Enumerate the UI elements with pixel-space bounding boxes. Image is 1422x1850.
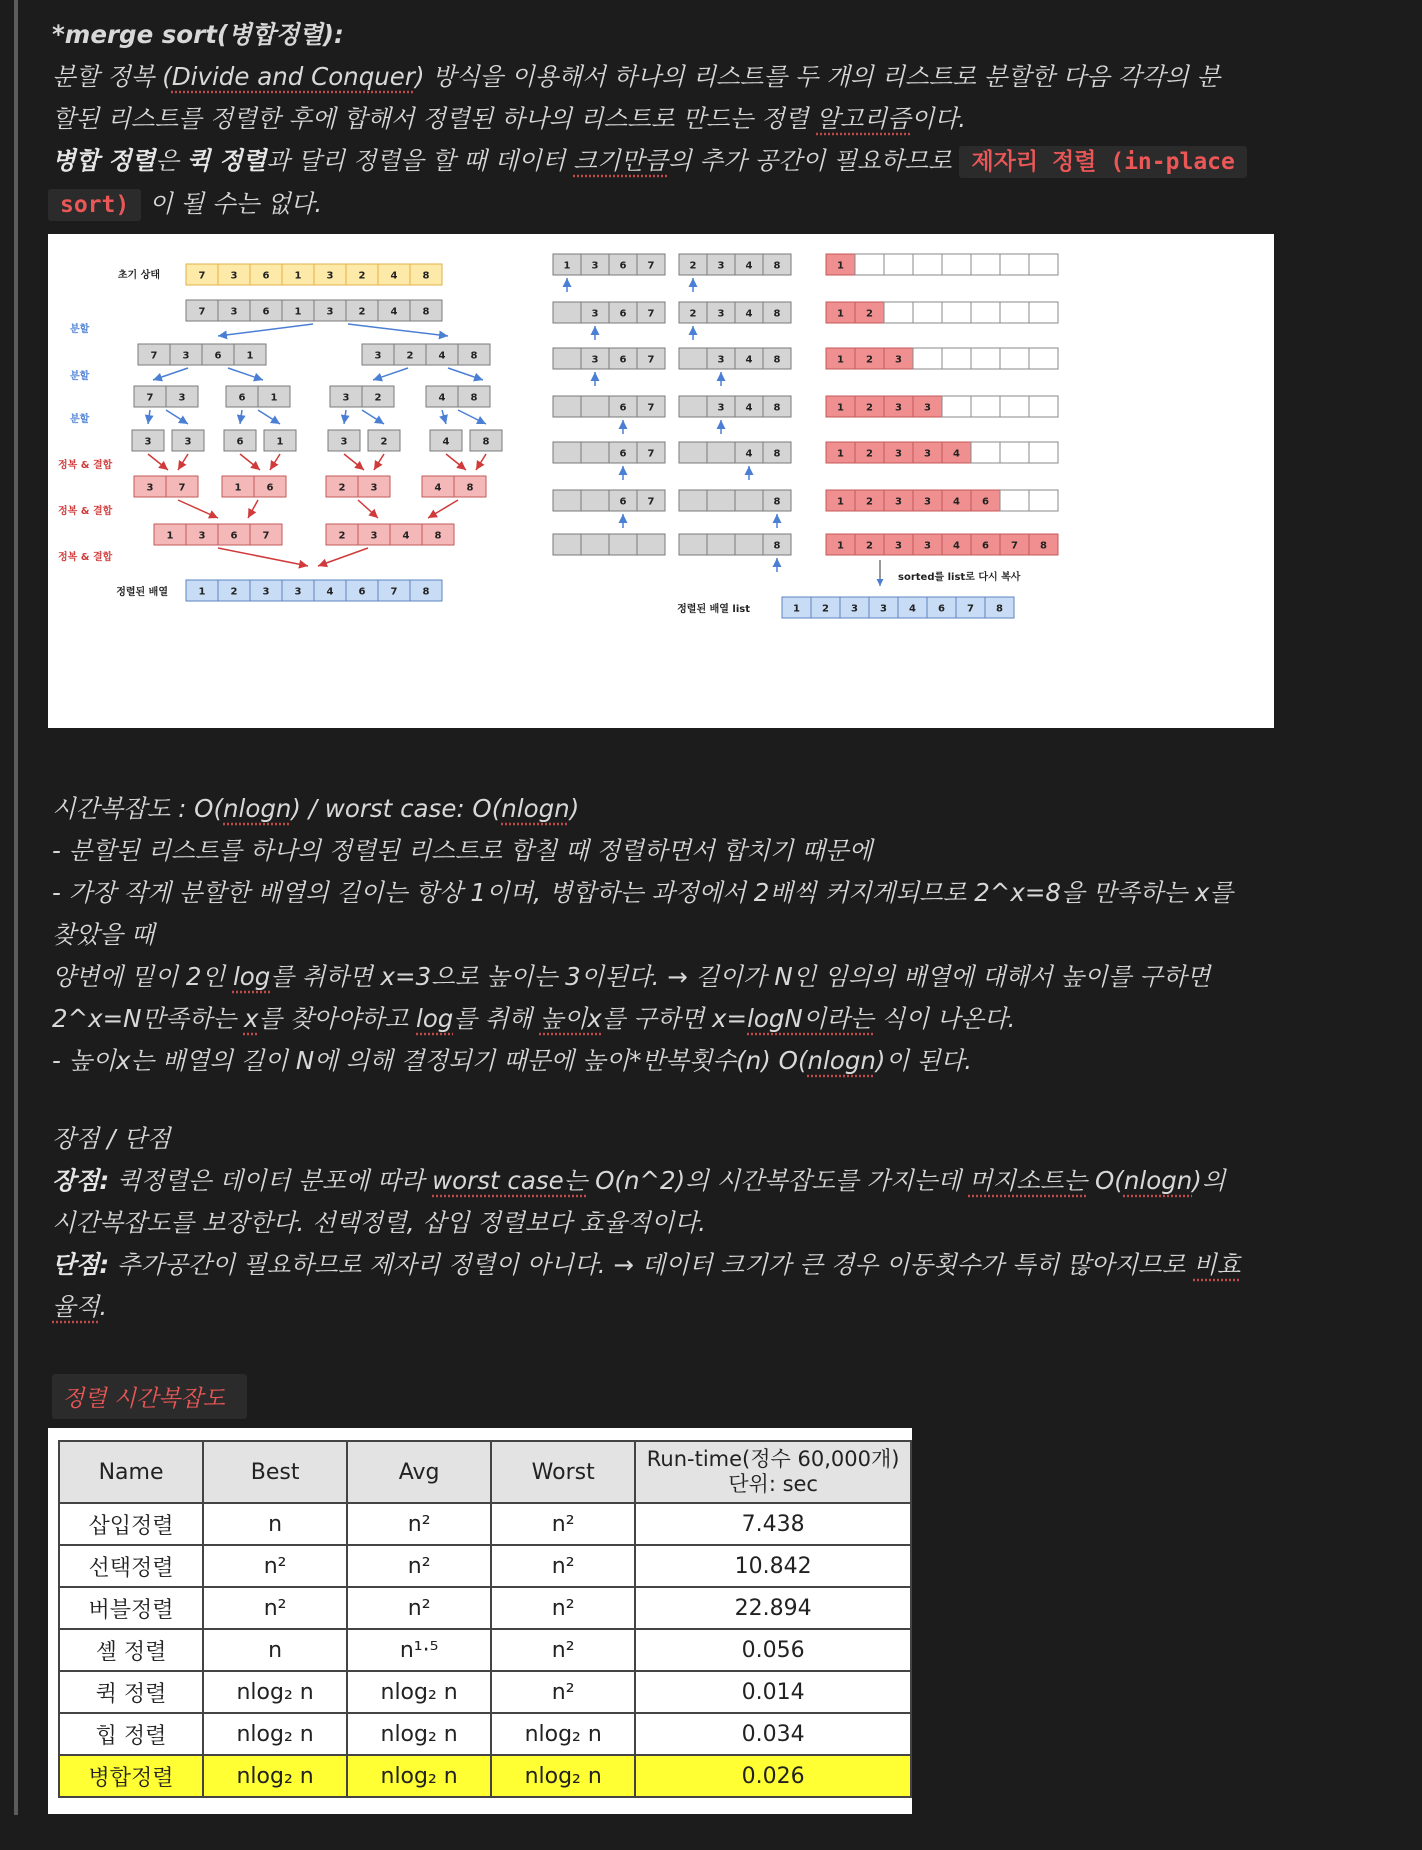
diagram-arrow <box>442 410 446 424</box>
cell-value: 3 <box>895 402 902 414</box>
complexity-line-1: 시간복잡도 : O(nlogn) / worst case: O(nlogn) <box>52 794 580 823</box>
diagram-arrow <box>458 410 486 424</box>
cell-value: 8 <box>422 586 430 598</box>
note-content <box>52 14 1292 226</box>
cell-box <box>1029 302 1058 323</box>
table-cell: n <box>203 1503 347 1545</box>
merge-sort-heading: *merge sort(병합정렬): <box>52 20 344 49</box>
pros-line-1: 장점: 퀵정렬은 데이터 분포에 따라 worst case는 O(n^2)의 시간복잡도를 가지는데 머지소트는 O(nlogn)의 <box>52 1166 1226 1195</box>
cell-box <box>1000 442 1029 463</box>
cell-box <box>581 396 609 417</box>
cell-box <box>913 254 942 275</box>
cell-box <box>971 254 1000 275</box>
cell-value: 7 <box>1011 540 1018 552</box>
cell-value: 8 <box>773 540 781 552</box>
cell-value: 6 <box>619 260 627 272</box>
cell-value: 3 <box>717 354 725 366</box>
cell-value: 1 <box>166 530 174 542</box>
table-header-row <box>59 1441 911 1503</box>
cell-value: 1 <box>276 436 284 448</box>
cell-value: 8 <box>482 436 490 448</box>
cell-box <box>971 302 1000 323</box>
cell-value: 7 <box>647 448 655 460</box>
cell-value: 4 <box>745 448 753 460</box>
table-cell: n² <box>347 1587 491 1629</box>
cell-box <box>942 396 971 417</box>
cell-box <box>679 348 707 369</box>
header-best: Best <box>203 1441 347 1503</box>
cell-value: 3 <box>182 350 190 362</box>
cell-value: 2 <box>866 354 873 366</box>
cell-value: 1 <box>837 260 844 272</box>
table-cell: n <box>203 1629 347 1671</box>
cell-value: 1 <box>294 270 302 282</box>
diagram-label: 정복 & 결합 <box>58 506 113 517</box>
cell-box <box>913 302 942 323</box>
table-row <box>59 1629 911 1671</box>
table-cell: 선택정렬 <box>59 1545 203 1587</box>
cell-value: 3 <box>591 354 599 366</box>
intro-line-4: sort) 이 될 수는 없다. <box>48 183 1292 226</box>
cell-value: 1 <box>563 260 571 272</box>
cell-value: 3 <box>924 448 931 460</box>
cell-value: 3 <box>262 586 270 598</box>
cell-value: 6 <box>262 306 270 318</box>
cell-value: 2 <box>866 308 873 320</box>
diagram-arrow <box>248 500 258 518</box>
table-cell: n² <box>491 1671 635 1713</box>
cell-value: 2 <box>822 603 829 615</box>
cell-value: 1 <box>837 354 844 366</box>
diagram-arrow <box>448 368 483 380</box>
table-cell: 7.438 <box>635 1503 911 1545</box>
table-cell: nlog₂ n <box>347 1713 491 1755</box>
cell-box <box>942 348 971 369</box>
diagram-arrow <box>178 454 188 470</box>
cell-value: 4 <box>434 482 442 494</box>
cell-value: 7 <box>262 530 270 542</box>
diagram-arrow <box>258 410 280 424</box>
cell-box <box>553 396 581 417</box>
cell-value: 4 <box>442 436 450 448</box>
table-cell: n² <box>491 1545 635 1587</box>
cell-value: 4 <box>438 392 446 404</box>
cell-value: 3 <box>370 530 378 542</box>
cell-value: 2 <box>866 496 873 508</box>
cell-box <box>735 534 763 555</box>
cell-value: 3 <box>374 350 382 362</box>
cell-value: 2 <box>689 308 697 320</box>
cell-value: 1 <box>198 586 206 598</box>
cell-box <box>553 302 581 323</box>
cell-value: 2 <box>230 586 238 598</box>
cell-box <box>679 442 707 463</box>
cell-value: 7 <box>647 354 655 366</box>
cell-value: 7 <box>647 402 655 414</box>
diagram-label: 분할 <box>70 414 90 425</box>
diagram-arrow <box>178 500 218 518</box>
cell-value: 3 <box>184 436 192 448</box>
cell-value: 2 <box>358 306 366 318</box>
cell-value: 3 <box>924 540 931 552</box>
header-worst: Worst <box>491 1441 635 1503</box>
table-cell: n² <box>203 1587 347 1629</box>
cell-box <box>553 442 581 463</box>
cell-box <box>679 396 707 417</box>
cell-box <box>735 490 763 511</box>
cell-box <box>553 490 581 511</box>
diagram-arrow <box>166 410 188 424</box>
table-cell: 0.014 <box>635 1671 911 1713</box>
table-cell: nlog₂ n <box>347 1755 491 1797</box>
diagram-arrow <box>476 454 486 470</box>
cell-value: 2 <box>374 392 382 404</box>
cell-box <box>942 254 971 275</box>
cell-value: 6 <box>619 496 627 508</box>
cell-value: 3 <box>880 603 887 615</box>
table-cell: 셸 정렬 <box>59 1629 203 1671</box>
table-cell: n¹·⁵ <box>347 1629 491 1671</box>
cell-box <box>707 442 735 463</box>
cell-value: 3 <box>591 308 599 320</box>
cell-value: 2 <box>358 270 366 282</box>
cell-box <box>1029 490 1058 511</box>
cell-value: 1 <box>837 496 844 508</box>
cell-value: 3 <box>326 306 334 318</box>
cell-value: 4 <box>745 260 753 272</box>
cell-value: 2 <box>338 530 346 542</box>
cell-value: 3 <box>342 392 350 404</box>
cell-value: 6 <box>266 482 274 494</box>
cell-value: 8 <box>773 354 781 366</box>
table-cell: n² <box>347 1545 491 1587</box>
cell-value: 4 <box>953 496 960 508</box>
cell-value: 8 <box>470 392 478 404</box>
cell-value: 1 <box>837 540 844 552</box>
table-cell: 0.034 <box>635 1713 911 1755</box>
cell-box <box>1029 396 1058 417</box>
diagram-arrow <box>153 368 188 380</box>
table-cell: 병합정렬 <box>59 1755 203 1797</box>
sort-complexity-tag-wrap <box>52 1374 247 1419</box>
table-cell: 버블정렬 <box>59 1587 203 1629</box>
diagram-label: 정렬된 배열 list <box>677 604 750 615</box>
cell-value: 3 <box>851 603 858 615</box>
pros-cons-title: 장점 / 단점 <box>52 1124 171 1153</box>
cell-value: 7 <box>198 270 206 282</box>
cell-value: 7 <box>146 392 154 404</box>
cell-value: 2 <box>689 260 697 272</box>
table-cell: 10.842 <box>635 1545 911 1587</box>
diagram-arrow <box>148 410 150 424</box>
cell-box <box>553 348 581 369</box>
table-cell: nlog₂ n <box>203 1671 347 1713</box>
cell-value: 7 <box>178 482 186 494</box>
table-cell: nlog₂ n <box>491 1755 635 1797</box>
cell-value: 1 <box>793 603 800 615</box>
cell-value: 6 <box>938 603 945 615</box>
cell-value: 7 <box>647 496 655 508</box>
table-cell: nlog₂ n <box>203 1755 347 1797</box>
cell-value: 4 <box>745 402 753 414</box>
cell-box <box>1000 254 1029 275</box>
cell-value: 8 <box>1040 540 1047 552</box>
diagram-arrow <box>218 324 313 336</box>
cell-box <box>884 254 913 275</box>
diagram-arrow <box>148 454 168 470</box>
cell-value: 8 <box>773 260 781 272</box>
cell-value: 4 <box>909 603 916 615</box>
complexity-line-3: - 가장 작게 분할한 배열의 길이는 항상 1이며, 병합하는 과정에서 2배씩 커지게되므로 2^x=8을 만족하는 x를 <box>52 878 1234 907</box>
cell-value: 3 <box>895 540 902 552</box>
cell-box <box>1029 442 1058 463</box>
cell-box <box>1000 396 1029 417</box>
table-cell: nlog₂ n <box>347 1671 491 1713</box>
cell-value: 1 <box>270 392 278 404</box>
cell-box <box>1029 254 1058 275</box>
cell-box <box>1000 302 1029 323</box>
table-cell: n² <box>491 1587 635 1629</box>
cell-value: 2 <box>866 540 873 552</box>
cell-box <box>855 254 884 275</box>
cell-box <box>971 442 1000 463</box>
cell-value: 2 <box>866 448 873 460</box>
cell-value: 4 <box>953 540 960 552</box>
cell-value: 8 <box>773 402 781 414</box>
intro-line-1: 분할 정복 (Divide and Conquer) 방식을 이용해서 하나의 리스트를 두 개의 리스트로 분할한 다음 각각의 분 <box>52 62 1221 91</box>
cell-value: 3 <box>370 482 378 494</box>
cell-value: 1 <box>294 306 302 318</box>
table-cell: n² <box>347 1503 491 1545</box>
complexity-line-4: 찾았을 때 <box>52 920 155 949</box>
cell-box <box>679 490 707 511</box>
diagram-label: 분할 <box>70 371 90 382</box>
cell-value: 7 <box>967 603 974 615</box>
cell-value: 6 <box>358 586 366 598</box>
table-row <box>59 1713 911 1755</box>
inline-code-sort: sort) <box>48 189 141 221</box>
table-cell: n² <box>203 1545 347 1587</box>
cell-value: 1 <box>246 350 254 362</box>
diagram-arrow <box>428 500 458 518</box>
complexity-table <box>58 1440 912 1798</box>
cell-value: 7 <box>150 350 158 362</box>
complexity-line-5: 양변에 밑이 2인 log를 취하면 x=3으로 높이는 3이된다. → 길이가 N인 임의의 배열에 대해서 높이를 구하면 <box>52 962 1211 991</box>
cell-value: 3 <box>717 308 725 320</box>
cell-value: 8 <box>466 482 474 494</box>
cell-value: 6 <box>982 540 989 552</box>
cell-box <box>581 534 609 555</box>
cell-box <box>581 442 609 463</box>
cell-value: 3 <box>178 392 186 404</box>
cell-box <box>553 534 581 555</box>
cell-value: 4 <box>390 306 398 318</box>
table-row <box>59 1545 911 1587</box>
cell-value: 3 <box>146 482 154 494</box>
cell-value: 6 <box>238 392 246 404</box>
cell-value: 7 <box>198 306 206 318</box>
diagram-label: 정렬된 배열 <box>116 587 168 598</box>
merge-sort-diagram <box>48 234 1274 728</box>
cell-value: 3 <box>230 270 238 282</box>
cell-box <box>971 396 1000 417</box>
cell-box <box>707 490 735 511</box>
cell-value: 3 <box>294 586 302 598</box>
header-avg: Avg <box>347 1441 491 1503</box>
cell-value: 3 <box>924 496 931 508</box>
cell-value: 8 <box>422 270 430 282</box>
cell-value: 8 <box>422 306 430 318</box>
cell-value: 7 <box>647 260 655 272</box>
cell-value: 7 <box>647 308 655 320</box>
diagram-arrow <box>270 454 280 470</box>
cell-value: 3 <box>717 260 725 272</box>
table-row <box>59 1587 911 1629</box>
cell-value: 2 <box>406 350 414 362</box>
table-cell: 퀵 정렬 <box>59 1671 203 1713</box>
cell-value: 6 <box>236 436 244 448</box>
cell-box <box>884 302 913 323</box>
table-cell: n² <box>491 1629 635 1671</box>
cell-value: 2 <box>338 482 346 494</box>
cell-value: 4 <box>438 350 446 362</box>
pros-cons-section <box>52 1118 1292 1328</box>
cell-value: 1 <box>837 448 844 460</box>
cell-value: 8 <box>434 530 442 542</box>
cell-box <box>1000 490 1029 511</box>
cell-box <box>942 302 971 323</box>
table-cell: n² <box>491 1503 635 1545</box>
cell-value: 3 <box>924 402 931 414</box>
cell-value: 6 <box>619 308 627 320</box>
cell-box <box>609 534 637 555</box>
cell-value: 8 <box>773 496 781 508</box>
header-runtime: Run-time(정수 60,000개) 단위: sec <box>635 1441 911 1503</box>
diagram-label: 분할 <box>70 324 90 335</box>
cons-line-1: 단점: 추가공간이 필요하므로 제자리 정렬이 아니다. → 데이터 크기가 큰 경우 이동횟수가 특히 많아지므로 비효 <box>52 1250 1241 1279</box>
cell-box <box>971 348 1000 369</box>
cell-box <box>707 534 735 555</box>
cell-value: 2 <box>380 436 388 448</box>
cell-value: 4 <box>745 308 753 320</box>
intro-line-2: 할된 리스트를 정렬한 후에 합해서 정렬된 하나의 리스트로 만드는 정렬 알고리즘이다. <box>52 104 967 133</box>
quote-bar <box>14 0 18 1815</box>
intro-line-3: 병합 정렬은 퀵 정렬과 달리 정렬을 할 때 데이터 크기만큼의 추가 공간이 필요하므로 제자리 정렬 (in-place <box>52 140 1292 183</box>
cell-value: 4 <box>745 354 753 366</box>
cell-value: 4 <box>953 448 960 460</box>
complexity-line-2: - 분할된 리스트를 하나의 정렬된 리스트로 합칠 때 정렬하면서 합치기 때문에 <box>52 836 873 865</box>
cell-box <box>679 534 707 555</box>
cell-value: 3 <box>198 530 206 542</box>
cell-value: 4 <box>390 270 398 282</box>
cell-box <box>913 348 942 369</box>
table-cell: nlog₂ n <box>203 1713 347 1755</box>
cell-value: 6 <box>214 350 222 362</box>
sort-complexity-tag: 정렬 시간복잡도 <box>52 1374 247 1419</box>
diagram-arrow <box>374 454 384 470</box>
cons-line-2: 율적. <box>52 1292 108 1321</box>
cell-value: 6 <box>619 402 627 414</box>
table-cell: 힙 정렬 <box>59 1713 203 1755</box>
cell-value: 6 <box>982 496 989 508</box>
table-cell: 0.056 <box>635 1629 911 1671</box>
diagram-arrow <box>318 548 368 566</box>
cell-value: 3 <box>340 436 348 448</box>
table-cell: nlog₂ n <box>491 1713 635 1755</box>
diagram-label: 초기 상태 <box>117 270 160 281</box>
diagram-label: 정복 & 결합 <box>58 552 113 563</box>
cell-value: 3 <box>895 448 902 460</box>
inline-code-in-place: 제자리 정렬 (in-place <box>959 146 1246 178</box>
cell-box <box>637 534 665 555</box>
diagram-arrow <box>240 410 242 424</box>
diagram-arrow <box>348 324 448 336</box>
complexity-table-image <box>48 1428 912 1814</box>
diagram-arrow <box>228 368 263 380</box>
cell-value: 3 <box>717 402 725 414</box>
complexity-section <box>52 788 1292 1082</box>
cell-value: 8 <box>773 308 781 320</box>
diagram-arrow <box>362 410 384 424</box>
cell-value: 1 <box>837 402 844 414</box>
diagram-arrow <box>344 410 346 424</box>
diagram-label: sorted를 list로 다시 복사 <box>898 572 1021 583</box>
diagram-arrow <box>373 368 408 380</box>
cell-box <box>1000 348 1029 369</box>
cell-value: 8 <box>773 448 781 460</box>
complexity-line-7: - 높이x는 배열의 길이 N에 의해 결정되기 때문에 높이*반복횟수(n) O(nlogn)이 된다. <box>52 1046 973 1075</box>
diagram-arrow <box>344 454 364 470</box>
cell-value: 3 <box>326 270 334 282</box>
table-row <box>59 1755 911 1797</box>
cell-value: 4 <box>326 586 334 598</box>
cell-value: 8 <box>470 350 478 362</box>
cell-value: 8 <box>996 603 1003 615</box>
cell-value: 6 <box>262 270 270 282</box>
cell-value: 3 <box>591 260 599 272</box>
cell-value: 6 <box>230 530 238 542</box>
cell-value: 1 <box>234 482 242 494</box>
diagram-arrow <box>218 548 308 566</box>
diagram-arrow <box>358 500 378 518</box>
cell-value: 1 <box>837 308 844 320</box>
complexity-line-6: 2^x=N만족하는 x를 찾아야하고 log를 취해 높이x를 구하면 x=logN이라는 식이 나온다. <box>52 1004 1016 1033</box>
cell-value: 3 <box>230 306 238 318</box>
table-row <box>59 1671 911 1713</box>
cell-value: 6 <box>619 448 627 460</box>
diagram-arrow <box>240 454 260 470</box>
cell-value: 4 <box>402 530 410 542</box>
header-name: Name <box>59 1441 203 1503</box>
cell-value: 3 <box>144 436 152 448</box>
cell-box <box>1029 348 1058 369</box>
table-cell: 0.026 <box>635 1755 911 1797</box>
table-row <box>59 1503 911 1545</box>
pros-line-2: 시간복잡도를 보장한다. 선택정렬, 삽입 정렬보다 효율적이다. <box>52 1208 706 1237</box>
cell-box <box>581 490 609 511</box>
cell-value: 7 <box>390 586 398 598</box>
diagram-label: 정복 & 결합 <box>58 460 113 471</box>
table-cell: 삽입정렬 <box>59 1503 203 1545</box>
table-cell: 22.894 <box>635 1587 911 1629</box>
cell-value: 3 <box>895 354 902 366</box>
cell-value: 2 <box>866 402 873 414</box>
cell-value: 6 <box>619 354 627 366</box>
diagram-arrow <box>446 454 466 470</box>
cell-value: 3 <box>895 496 902 508</box>
